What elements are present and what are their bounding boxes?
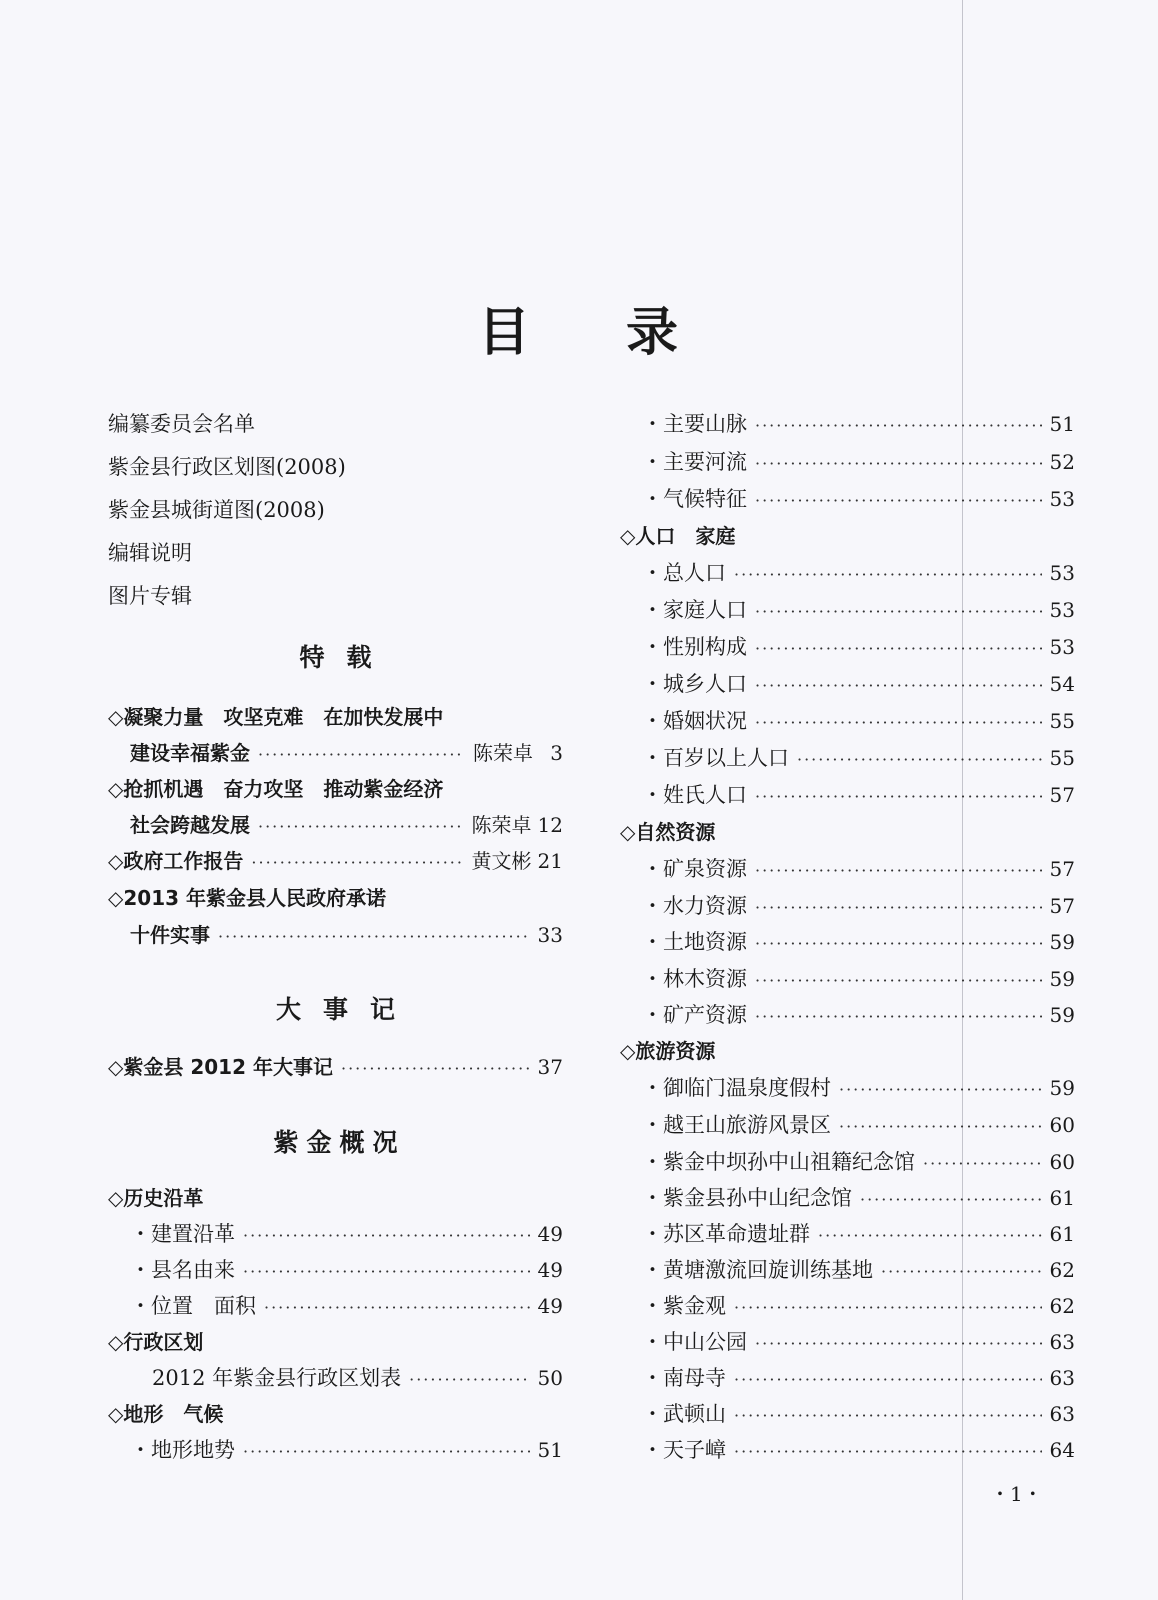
entry-text: ・地形地势 <box>130 1438 235 1462</box>
entry-text: ・黄塘激流回旋训练基地 <box>642 1258 873 1282</box>
category-heading: ◇旅游资源 <box>620 1039 716 1063</box>
title-char-1: 目 <box>477 303 532 363</box>
toc-entry-line1[interactable]: ◇凝聚力量 攻坚克难 在加快发展中 <box>108 705 444 729</box>
leader-dots <box>755 779 1042 815</box>
toc-entry[interactable] <box>620 406 1075 442</box>
toc-entry[interactable] <box>620 1288 1075 1324</box>
leader-dots <box>258 737 465 773</box>
page-number: ・1・ <box>990 1482 1043 1506</box>
toc-entry[interactable] <box>108 843 563 879</box>
entry-page: 21 <box>537 849 563 873</box>
category-heading: ◇历史沿革 <box>108 1186 204 1210</box>
entry-page: 51 <box>537 1438 563 1462</box>
entry-text: ・城乡人口 <box>642 672 747 696</box>
toc-entry[interactable] <box>620 666 1075 702</box>
toc-entry[interactable] <box>620 703 1075 739</box>
leader-dots <box>258 809 464 845</box>
leader-dots <box>243 1254 530 1290</box>
toc-entry[interactable] <box>620 997 1075 1033</box>
leader-dots <box>755 631 1042 667</box>
category-heading: ◇自然资源 <box>620 820 716 844</box>
toc-entry[interactable] <box>108 1049 563 1085</box>
entry-text: ・姓氏人口 <box>642 783 747 807</box>
leader-dots <box>218 919 530 955</box>
category-heading: ◇人口 家庭 <box>620 524 736 548</box>
entry-text: 2012 年紫金县行政区划表 <box>152 1366 402 1390</box>
entry-text: ・中山公园 <box>642 1330 747 1354</box>
leader-dots <box>797 742 1042 778</box>
entry-page: 53 <box>1049 561 1075 585</box>
entry-page: 49 <box>537 1222 563 1246</box>
entry-page: 52 <box>1049 450 1075 474</box>
toc-entry[interactable] <box>620 1252 1075 1288</box>
toc-entry[interactable]: 紫金县行政区划图(2008) <box>108 455 346 479</box>
entry-page: 61 <box>1049 1222 1075 1246</box>
entry-page: 49 <box>537 1294 563 1318</box>
entry-text: ・气候特征 <box>642 487 747 511</box>
entry-text: ・主要山脉 <box>642 412 747 436</box>
toc-entry[interactable] <box>620 777 1075 813</box>
toc-entry[interactable] <box>620 924 1075 960</box>
toc-entry[interactable]: 编辑说明 <box>108 541 192 565</box>
leader-dots <box>881 1254 1042 1290</box>
toc-entry[interactable] <box>108 807 563 843</box>
entry-text: ◇紫金县 2012 年大事记 <box>108 1055 333 1079</box>
leader-dots <box>734 1362 1042 1398</box>
toc-entry[interactable] <box>620 1324 1075 1360</box>
entry-page: 55 <box>1049 709 1075 733</box>
leader-dots <box>264 1290 530 1326</box>
entry-text: ・位置 面积 <box>130 1294 256 1318</box>
leader-dots <box>251 845 463 881</box>
entry-page: 53 <box>1049 635 1075 659</box>
leader-dots <box>755 926 1042 962</box>
entry-text: 十件实事 <box>130 923 210 947</box>
entry-text: ・御临门温泉度假村 <box>642 1076 831 1100</box>
leader-dots <box>755 963 1042 999</box>
entry-page: 33 <box>537 923 563 947</box>
entry-page: 51 <box>1049 412 1075 436</box>
toc-entry[interactable] <box>620 961 1075 997</box>
leader-dots <box>839 1109 1042 1145</box>
page-title <box>0 290 1158 365</box>
toc-entry-line1[interactable]: ◇抢抓机遇 奋力攻坚 推动紫金经济 <box>108 777 444 801</box>
toc-entry[interactable] <box>620 1360 1075 1396</box>
entry-text: ・苏区革命遗址群 <box>642 1222 810 1246</box>
toc-entry[interactable] <box>620 592 1075 628</box>
entry-page: 37 <box>537 1055 563 1079</box>
entry-text: ・紫金县孙中山纪念馆 <box>642 1186 852 1210</box>
leader-dots <box>755 446 1042 482</box>
leader-dots <box>755 999 1042 1035</box>
entry-author: 陈荣卓 <box>471 813 532 837</box>
toc-entry[interactable] <box>620 629 1075 665</box>
entry-page: 53 <box>1049 598 1075 622</box>
leader-dots <box>243 1434 530 1470</box>
entry-page: 54 <box>1049 672 1075 696</box>
entry-page: 63 <box>1049 1366 1075 1390</box>
leader-dots <box>860 1182 1042 1218</box>
section-heading-special: 特载 <box>299 643 394 672</box>
entry-text: ・天子嶂 <box>642 1438 726 1462</box>
toc-entry[interactable] <box>620 444 1075 480</box>
toc-entry[interactable] <box>108 1432 563 1468</box>
toc-entry[interactable] <box>620 481 1075 517</box>
leader-dots <box>734 1290 1042 1326</box>
entry-text: 社会跨越发展 <box>130 813 250 837</box>
entry-text: ・家庭人口 <box>642 598 747 622</box>
toc-entry-line1[interactable]: ◇2013 年紫金县人民政府承诺 <box>108 886 387 910</box>
entry-text: ◇政府工作报告 <box>108 849 244 873</box>
entry-page: 61 <box>1049 1186 1075 1210</box>
entry-page: 59 <box>1049 967 1075 991</box>
toc-entry[interactable] <box>620 1396 1075 1432</box>
entry-page: 60 <box>1049 1150 1075 1174</box>
entry-page: 59 <box>1049 1003 1075 1027</box>
entry-text: ・武顿山 <box>642 1402 726 1426</box>
entry-page: 59 <box>1049 930 1075 954</box>
entry-page: 60 <box>1049 1113 1075 1137</box>
leader-dots <box>755 408 1042 444</box>
entry-text: ・婚姻状况 <box>642 709 747 733</box>
entry-page: 49 <box>537 1258 563 1282</box>
toc-entry[interactable] <box>108 1216 563 1252</box>
toc-entry[interactable] <box>108 917 563 953</box>
leader-dots <box>409 1362 529 1398</box>
entry-page: 12 <box>537 813 563 837</box>
entry-page: 50 <box>537 1366 563 1390</box>
entry-text: ・建置沿革 <box>130 1222 235 1246</box>
entry-text: ・紫金中坝孙中山祖籍纪念馆 <box>642 1150 915 1174</box>
toc-entry[interactable]: 编纂委员会名单 <box>108 412 255 436</box>
leader-dots <box>923 1146 1042 1182</box>
entry-page: 57 <box>1049 894 1075 918</box>
entry-text: ・矿泉资源 <box>642 857 747 881</box>
toc-entry[interactable] <box>620 888 1075 924</box>
leader-dots <box>755 594 1042 630</box>
toc-entry[interactable] <box>620 740 1075 776</box>
toc-entry[interactable] <box>620 555 1075 591</box>
entry-text: ・性别构成 <box>642 635 747 659</box>
entry-text: ・县名由来 <box>130 1258 235 1282</box>
toc-entry[interactable] <box>620 1070 1075 1106</box>
entry-text: ・土地资源 <box>642 930 747 954</box>
entry-text: ・南母寺 <box>642 1366 726 1390</box>
toc-entry[interactable] <box>108 1288 563 1324</box>
entry-page: 57 <box>1049 857 1075 881</box>
entry-page: 3 <box>550 741 563 765</box>
leader-dots <box>734 1398 1042 1434</box>
entry-page: 63 <box>1049 1402 1075 1426</box>
toc-entry[interactable] <box>620 851 1075 887</box>
entry-author: 黄文彬 <box>471 849 532 873</box>
leader-dots <box>755 1326 1042 1362</box>
section-heading-events: 大事记 <box>275 995 417 1024</box>
category-heading: ◇行政区划 <box>108 1330 204 1354</box>
entry-page: 57 <box>1049 783 1075 807</box>
entry-text: ・主要河流 <box>642 450 747 474</box>
toc-entry[interactable] <box>108 1360 563 1396</box>
entry-page: 62 <box>1049 1258 1075 1282</box>
leader-dots <box>243 1218 530 1254</box>
toc-entry[interactable] <box>108 735 563 771</box>
leader-dots <box>755 705 1042 741</box>
entry-page: 59 <box>1049 1076 1075 1100</box>
entry-text: ・林木资源 <box>642 967 747 991</box>
entry-page: 62 <box>1049 1294 1075 1318</box>
entry-text: ・越王山旅游风景区 <box>642 1113 831 1137</box>
toc-entry[interactable] <box>108 1252 563 1288</box>
leader-dots <box>755 483 1042 519</box>
leader-dots <box>734 1434 1042 1470</box>
toc-entry[interactable] <box>620 1144 1075 1180</box>
toc-entry[interactable] <box>620 1180 1075 1216</box>
toc-entry[interactable] <box>620 1216 1075 1252</box>
entry-author: 陈荣卓 <box>473 741 533 765</box>
category-heading: ◇地形 气候 <box>108 1402 224 1426</box>
toc-entry[interactable] <box>620 1432 1075 1468</box>
toc-entry[interactable] <box>620 1107 1075 1143</box>
entry-page: 64 <box>1049 1438 1075 1462</box>
leader-dots <box>755 668 1042 704</box>
entry-text: 建设幸福紫金 <box>130 741 250 765</box>
entry-text: ・紫金观 <box>642 1294 726 1318</box>
leader-dots <box>734 557 1042 593</box>
section-heading-overview: 紫金概况 <box>273 1128 406 1157</box>
toc-entry[interactable]: 紫金县城街道图(2008) <box>108 498 325 522</box>
toc-entry[interactable]: 图片专辑 <box>108 584 192 608</box>
entry-text: ・矿产资源 <box>642 1003 747 1027</box>
entry-text: ・百岁以上人口 <box>642 746 789 770</box>
entry-page: 53 <box>1049 487 1075 511</box>
leader-dots <box>341 1051 530 1087</box>
leader-dots <box>755 890 1042 926</box>
entry-page: 63 <box>1049 1330 1075 1354</box>
leader-dots <box>818 1218 1042 1254</box>
entry-text: ・水力资源 <box>642 894 747 918</box>
entry-page: 55 <box>1049 746 1075 770</box>
title-char-2: 录 <box>626 303 681 363</box>
entry-text: ・总人口 <box>642 561 726 585</box>
leader-dots <box>755 853 1042 889</box>
leader-dots <box>839 1072 1042 1108</box>
